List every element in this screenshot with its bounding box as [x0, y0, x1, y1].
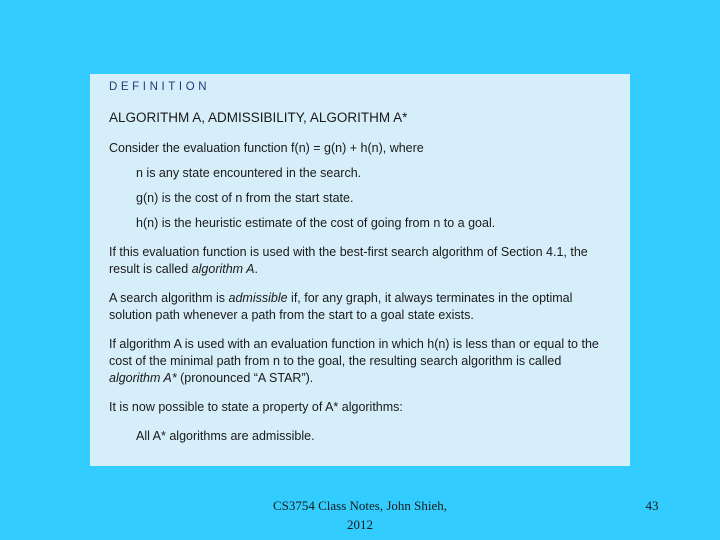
footer-credit-line1: CS3754 Class Notes, John Shieh,	[272, 498, 448, 513]
intro-paragraph: Consider the evaluation function f(n) = g(n) + h(n), where	[109, 141, 424, 155]
property-statement: All A* algorithms are admissible.	[136, 429, 315, 443]
property-intro: It is now possible to state a property of A* algorithms:	[109, 400, 403, 414]
admissible-text-start: A search algorithm is	[109, 291, 229, 305]
footer-credit-line2: 2012	[347, 517, 373, 532]
algorithm-a-text: If this evaluation function is used with the best-first search algorithm of Section 4.1, the result is called	[109, 245, 588, 276]
admissible-paragraph	[109, 290, 614, 324]
algorithm-a-paragraph	[109, 244, 614, 278]
algorithm-astar-text: If algorithm A is used with an evaluation function in which h(n) is less than or equal to the cost of the minimal path from n to the goal, the resulting search algorithm is called	[109, 337, 599, 368]
algorithm-astar-end: (pronounced “A STAR”).	[176, 371, 314, 385]
definition-heading: DEFINITION	[109, 81, 211, 93]
admissible-text-rest: if, for any graph, it always terminates in the optimal solution path whenever a path from the start to a goal state exists.	[109, 291, 573, 322]
definition-g: g(n) is the cost of n from the start state.	[136, 191, 354, 205]
algorithm-astar-term: algorithm A*	[109, 371, 177, 385]
definition-h: h(n) is the heuristic estimate of the cost of going from n to a goal.	[136, 216, 496, 230]
algorithm-astar-paragraph	[109, 336, 614, 387]
definition-n: n is any state encountered in the search.	[136, 166, 362, 180]
definition-title: ALGORITHM A, ADMISSIBILITY, ALGORITHM A*	[109, 110, 408, 125]
algorithm-a-term: algorithm A	[191, 262, 255, 276]
algorithm-a-end: .	[254, 262, 258, 276]
page-number: 43	[645, 498, 659, 513]
footer-credit	[260, 496, 460, 534]
definition-card	[90, 74, 630, 466]
admissible-term: admissible	[228, 291, 288, 305]
